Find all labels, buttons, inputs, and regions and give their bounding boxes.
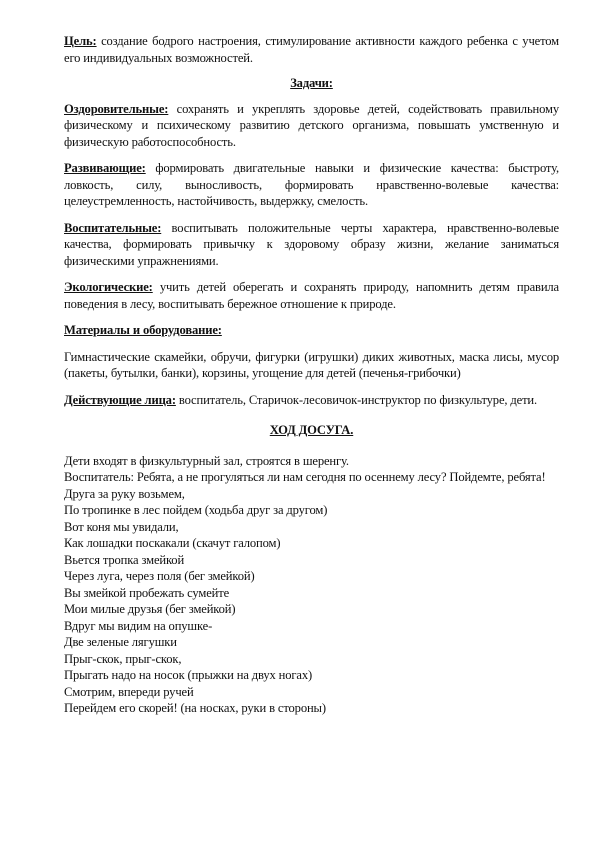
- task-label-educational: Воспитательные:: [64, 220, 162, 235]
- goal-label: Цель:: [64, 34, 97, 48]
- poem-line: Как лошадки поскакали (скачут галопом): [64, 536, 281, 550]
- poem-line: Друга за руку возьмем,: [64, 486, 185, 501]
- materials-text: Гимнастические скамейки, обручи, фигурки (игрушки) диких животных, маска лисы, мусор (пакеты, бутылки, банки), корзины, угощение для детей (печенья-грибочки): [64, 349, 559, 380]
- poem-line: Перейдем его скорей! (на носках, руки в стороны): [64, 701, 326, 715]
- poem-line: Две зеленые лягушки: [64, 635, 177, 649]
- poem-line: Прыгать надо на носок (прыжки на двух ногах): [64, 668, 313, 682]
- goal-paragraph: [64, 33, 559, 66]
- poem-line: По тропинке в лес пойдем (ходьба друг за другом): [64, 503, 328, 517]
- task-label-developing: Развивающие:: [64, 161, 146, 175]
- poem-line: Прыг-скок, прыг-скок,: [64, 651, 182, 666]
- task-paragraph-developing: [64, 160, 559, 210]
- poem-block: [64, 486, 559, 717]
- poem-line: Вы змейкой пробежать сумейте: [64, 585, 230, 600]
- characters-text: воспитатель, Старичок-лесовичок-инструктор по физкультуре, дети.: [175, 392, 538, 407]
- materials-label-line: [64, 322, 559, 339]
- poem-line: Мои милые друзья (бег змейкой): [64, 602, 236, 616]
- task-label-health: Оздоровительные:: [64, 101, 169, 116]
- poem-line: Смотрим, впереди ручей: [64, 684, 194, 699]
- task-text-health: сохранять и укреплять здоровье детей, содействовать правильному физическому и психическому развитию детского организма, повышать умственную и физическую работоспособность.: [64, 101, 559, 149]
- task-paragraph-ecological: [64, 279, 559, 312]
- poem-line: Вьется тропка змейкой: [64, 552, 185, 567]
- task-text-educational: воспитывать положительные черты характера, нравственно-волевые качества, формировать привычку к здоровому образу жизни, желание заниматься физическими упражнениями.: [64, 220, 559, 268]
- intro-line: Воспитатель: Ребята, а не прогуляться ли нам сегодня по осеннему лесу? Пойдемте, ребята!: [64, 470, 546, 484]
- task-text-ecological: учить детей оберегать и сохранять природу, напомнить детям правила поведения в лесу, воспитывать бережное отношение к природе.: [64, 280, 559, 311]
- poem-line: Через луга, через поля (бег змейкой): [64, 569, 255, 583]
- intro-line: Дети входят в физкультурный зал, строятся в шеренгу.: [64, 453, 349, 468]
- task-text-developing: формировать двигательные навыки и физические качества: быстроту, ловкость, силу, выносливость, формировать нравственно-волевые качества: целеустремленность, настойчивость, выдержку, смелость.: [64, 161, 559, 208]
- task-label-ecological: Экологические:: [64, 280, 153, 294]
- poem-line: Вот коня мы увидали,: [64, 519, 179, 534]
- task-paragraph-health: [64, 101, 559, 151]
- goal-text: создание бодрого настроения, стимулирование активности каждого ребенка с учетом его индивидуальных возможностей.: [64, 34, 559, 65]
- materials-label: Материалы и оборудование:: [64, 323, 222, 337]
- task-paragraph-educational: [64, 220, 559, 270]
- course-heading: ХОД ДОСУГА.: [269, 423, 354, 437]
- characters-label: Действующие лица:: [64, 392, 176, 407]
- document-page: [64, 33, 559, 717]
- poem-line: Вдруг мы видим на опушке-: [64, 618, 213, 633]
- tasks-heading: Задачи:: [290, 76, 333, 90]
- characters-paragraph: [64, 392, 559, 409]
